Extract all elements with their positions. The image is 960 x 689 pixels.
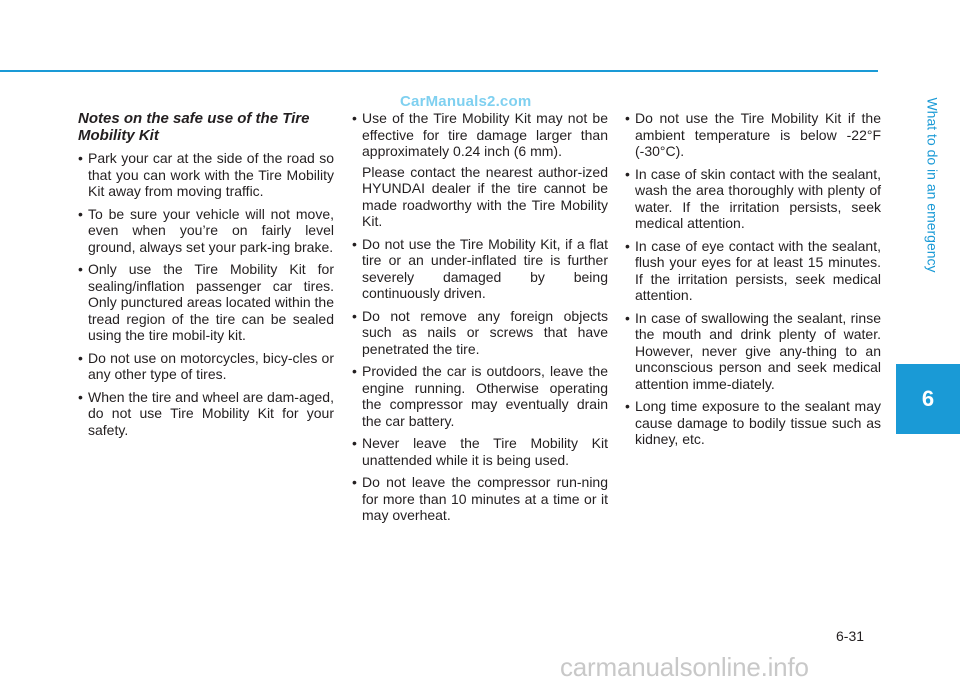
watermark-top[interactable]: CarManuals2.com (400, 93, 532, 110)
list-item: • Do not use on motorcycles, bicy-cles or any other type of tires. (78, 349, 334, 382)
bullet-icon: • (78, 261, 83, 277)
list-item: • In case of eye contact with the sealant, flush your eyes for at least 15 minutes. If the irritation persists, seek medical attention. (625, 237, 881, 303)
bullet-icon: • (78, 388, 83, 405)
list-item: • Do not use the Tire Mobility Kit if the ambient temperature is below -22°F (-30°C). (625, 110, 881, 159)
list-item: • In case of swallowing the sealant, rinse the mouth and drink plenty of water. However, never give any-thing to an unconscious person and seek medical attention imme-diately. (625, 309, 881, 392)
bullet-icon: • (352, 474, 357, 490)
bullet-icon: • (625, 309, 630, 326)
bullet-icon: • (78, 349, 83, 366)
chapter-side-label-text: What to do in an emergency (925, 97, 942, 273)
column-2 (352, 110, 608, 530)
column-1 (78, 110, 334, 444)
bullet-icon: • (625, 237, 630, 254)
bullet-icon: • (352, 235, 357, 252)
list-item: • Use of the Tire Mobility Kit may not be effective for tire damage larger than approximately 0.24 inch (6 mm). (352, 110, 608, 159)
page-number: 6-31 (836, 628, 865, 644)
list-item: • To be sure your vehicle will not move, even when you’re on fairly level ground, always set your park-ing brake. (78, 205, 334, 255)
bullet-icon: • (78, 205, 83, 222)
bullet-icon: • (625, 398, 630, 414)
list-item: • Do not leave the compressor run-ning for more than 10 minutes at a time or it may overheat. (352, 474, 608, 523)
bullet-icon: • (78, 150, 83, 166)
column-3 (625, 110, 881, 454)
top-rule (0, 70, 878, 72)
list-item: • Never leave the Tire Mobility Kit unattended while it is being used. (352, 435, 608, 468)
list-item: • Long time exposure to the sealant may cause damage to bodily tissue such as kidney, etc. (625, 398, 881, 447)
watermark-bottom[interactable]: carmanualsonline.info (560, 652, 809, 682)
list-item: • Park your car at the side of the road so that you can work with the Tire Mobility Kit away from moving traffic. (78, 150, 334, 199)
bullet-icon: • (352, 110, 357, 126)
list-item-note: Please contact the nearest author-ized HYUNDAI dealer if the tire cannot be made roadworthy with the Tire Mobility Kit. (362, 163, 608, 229)
list-item: • When the tire and wheel are dam-aged, do not use Tire Mobility Kit for your safety. (78, 388, 334, 438)
bullet-icon: • (352, 363, 357, 379)
bullet-icon: • (625, 110, 630, 126)
bullet-icon: • (352, 435, 357, 451)
bullet-icon: • (625, 165, 630, 182)
list-item: • Do not remove any foreign objects such as nails or screws that have penetrated the tire. (352, 307, 608, 357)
bullet-icon: • (352, 307, 357, 324)
list-item: • In case of skin contact with the sealant, wash the area thoroughly with plenty of water. If the irritation persists, seek medical attention. (625, 165, 881, 231)
list-item: • Provided the car is outdoors, leave the engine running. Otherwise operating the compressor may eventually drain the car battery. (352, 363, 608, 429)
list-item: • Only use the Tire Mobility Kit for sealing/inflation passenger car tires. Only punctured areas located within the tread region of the tire can be sealed using the tire mobil-ity kit. (78, 261, 334, 343)
section-heading: Notes on the safe use of the Tire Mobility Kit (78, 110, 310, 144)
chapter-side-label (922, 10, 944, 360)
chapter-tab: 6 (896, 364, 960, 434)
list-item: • Do not use the Tire Mobility Kit, if a flat tire or an under-inflated tire is further severely damaged by being continuously driven. (352, 235, 608, 301)
